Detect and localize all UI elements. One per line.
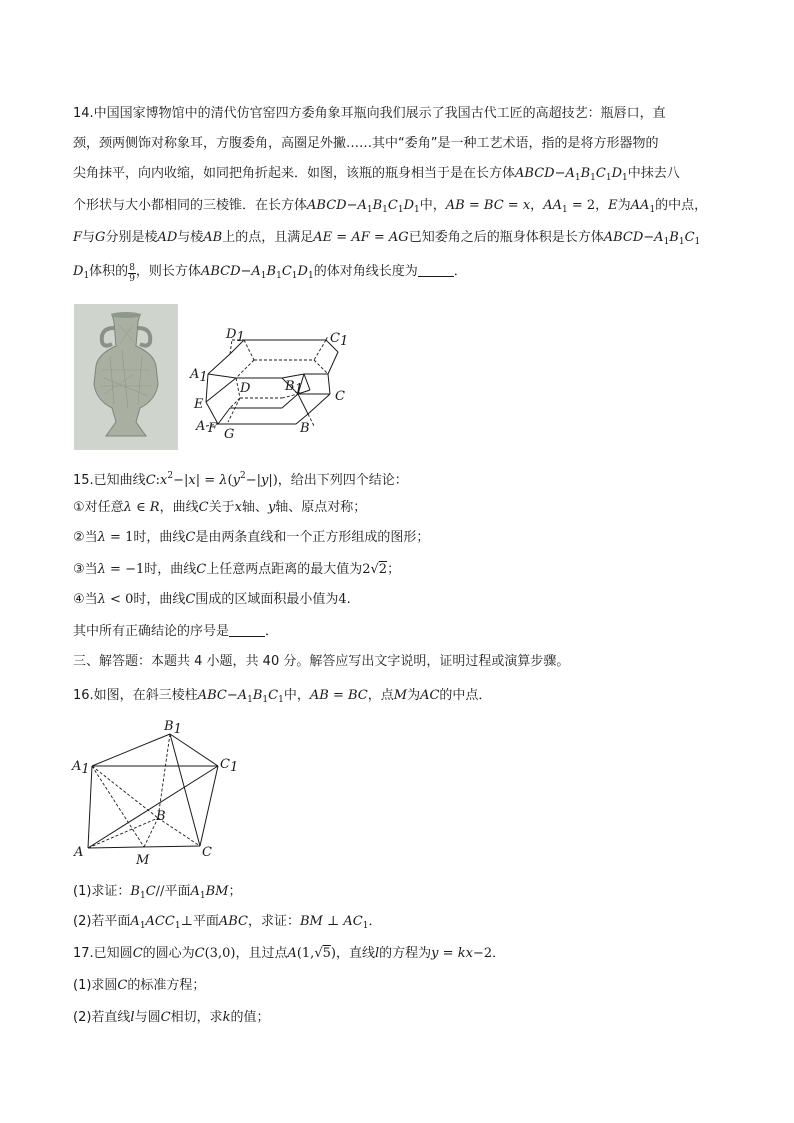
label-A1: A1 (72, 759, 90, 777)
label-B: B (300, 421, 310, 436)
label-B1: B1 (164, 719, 182, 737)
q16-part-1: (1)求证：$B_1C//$平面$A_1BM$； (73, 884, 242, 901)
q14-line-2: 颈，颈两侧饰对称象耳，方腹委角，高圈足外撇……其中“委角”是一种工艺术语，指的是将方形器物的 (73, 136, 659, 151)
q14-line-1: 14.中国国家博物馆中的清代仿官窑四方委角象耳瓶向我们展示了我国古代工匠的高超技艺：瓶唇口，直 (73, 106, 666, 121)
answer-blank-15[interactable] (229, 623, 265, 637)
answer-blank-14[interactable] (418, 263, 454, 277)
q15-line-1: 15.已知曲线$C:x^2-|x| = \lambda(y^2-|y|)$，给出下列四个结论： (73, 471, 408, 488)
label-M: M (136, 853, 150, 868)
vase-photo (74, 304, 178, 450)
q17-part-2: (2)若直线l与圆C相切，求k的值； (73, 1010, 270, 1025)
q14-line-3: 尖角抹平，向内收缩，如同把角折起来．如图，该瓶的瓶身相当于是在长方体$ABCD-A_1B_1C_1D_1$中抹去八 (73, 166, 680, 183)
label-B1: B1 (285, 379, 303, 397)
q15-conclusion-2: ②当λ = 1时，曲线C是由两条直线和一个正方形组成的图形； (73, 530, 430, 545)
label-C: C (335, 389, 345, 404)
q14-line-6: $D_1$体积的 $\frac{8}{9}$ ，则长方体$ABCD-A_1B_1C_1D_1$的体对角线长度为 ． (73, 263, 467, 284)
label-A: A (196, 419, 206, 434)
label-D1: D1 (226, 327, 245, 345)
q16-part-2: (2)若平面$A_1ACC_1\perp$平面ABC，求证：BM ⊥ $AC_1$． (73, 914, 382, 931)
label-A: A (74, 845, 84, 860)
label-C: C (202, 845, 212, 860)
q15-last-line: 其中所有正确结论的序号是 ． (73, 624, 279, 639)
label-C1: C1 (220, 757, 239, 775)
label-B: B (156, 809, 166, 824)
vase-illustration (74, 304, 178, 450)
q16-line-1: 16.如图，在斜三棱柱$ABC-A_1B_1C_1$中，AB = BC，点M为AC的中点． (73, 688, 492, 705)
q16-prism-figure (70, 716, 250, 870)
label-A1: A1 (190, 367, 208, 385)
q14-line-5: F与G分别是棱AD与棱AB上的点，且满足AE = AF = AG已知委角之后的瓶身体积是长方体$ABCD-A_1B_1C_1$ (73, 230, 701, 247)
q14-cuboid-figure (188, 318, 358, 448)
label-G: G (224, 427, 235, 442)
fraction-8-9: $\frac{8}{9}$ (129, 263, 135, 284)
q15-conclusion-3: ③当λ = −1时，曲线C上任意两点距离的最大值为2√2； (73, 562, 401, 577)
section-3-heading: 三、解答题：本题共 4 小题，共 40 分。解答应写出文字说明，证明过程或演算步骤。 (73, 654, 570, 669)
label-D: D (240, 381, 251, 396)
q15-conclusion-4: ④当λ < 0时，曲线C围成的区域面积最小值为4. (73, 592, 351, 607)
label-C1: C1 (330, 331, 349, 349)
label-E: E (194, 397, 204, 412)
label-F: F (208, 421, 218, 436)
q17-line-1: 17.已知圆C的圆心为C(3,0)，且过点A(1,√5)，直线l的方程为y = kx−2． (73, 946, 506, 961)
q17-part-1: (1)求圆C的标准方程； (73, 978, 206, 993)
q15-conclusion-1: ①对任意λ ∈ R，曲线C关于x轴、y轴、原点对称； (73, 500, 367, 515)
q14-line-4: 个形状与大小都相同的三棱锥．在长方体$ABCD-A_1B_1C_1D_1$中，AB = BC = x，$AA_1 = 2$，E为$AA_1$的中点， (73, 198, 708, 215)
